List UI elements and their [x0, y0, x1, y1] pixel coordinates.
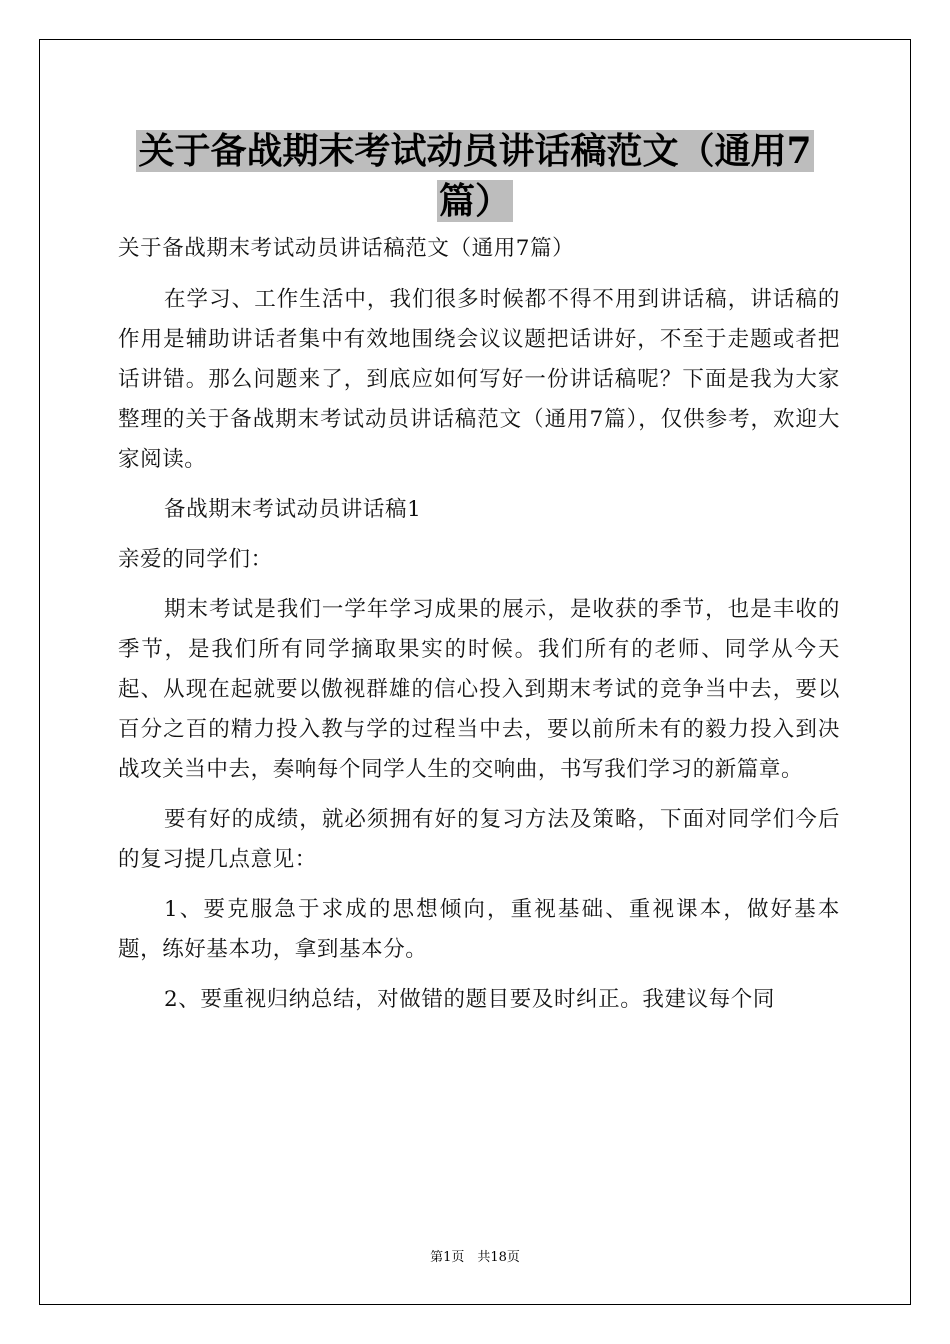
- salutation: 亲爱的同学们：: [118, 547, 273, 572]
- body-paragraph: 要有好的成绩，就必须拥有好的复习方法及策略，下面对同学们今后的复习提几点意见：: [118, 807, 840, 872]
- title-line-1: 关于备战期末考试动员讲话稿范文（通用7: [138, 130, 812, 172]
- subtitle-paragraph: 关于备战期末考试动员讲话稿范文（通用7篇）: [118, 236, 575, 261]
- document-title: [0, 126, 950, 226]
- list-item-1: 1、要克服急于求成的思想倾向，重视基础、重视课本，做好基本题，练好基本功，拿到基本分。: [118, 897, 840, 962]
- title-line-2: 篇）: [438, 180, 511, 222]
- document-body: [118, 229, 840, 1030]
- body-paragraph: 期末考试是我们一学年学习成果的展示，是收获的季节，也是丰收的季节，是我们所有同学摘取果实的时候。我们所有的老师、同学从今天起、从现在起就要以傲视群雄的信心投入到期末考试的竞争当中去，要以百分之百的精力投入教与学的过程当中去，要以前所未有的毅力投入到决战攻关当中去，奏响每个同学人生的交响曲，书写我们学习的新篇章。: [118, 597, 840, 782]
- section-heading: 备战期末考试动员讲话稿1: [164, 497, 422, 522]
- intro-paragraph: 在学习、工作生活中，我们很多时候都不得不用到讲话稿，讲话稿的作用是辅助讲话者集中有效地围绕会议议题把话讲好，不至于走题或者把话讲错。那么问题来了，到底应如何写好一份讲话稿呢？下面是我为大家整理的关于备战期末考试动员讲话稿范文（通用7篇），仅供参考，欢迎大家阅读。: [118, 287, 840, 472]
- page-footer: 第1页 共18页: [430, 1250, 520, 1265]
- list-item-2: 2、要重视归纳总结，对做错的题目要及时纠正。我建议每个同: [164, 987, 775, 1012]
